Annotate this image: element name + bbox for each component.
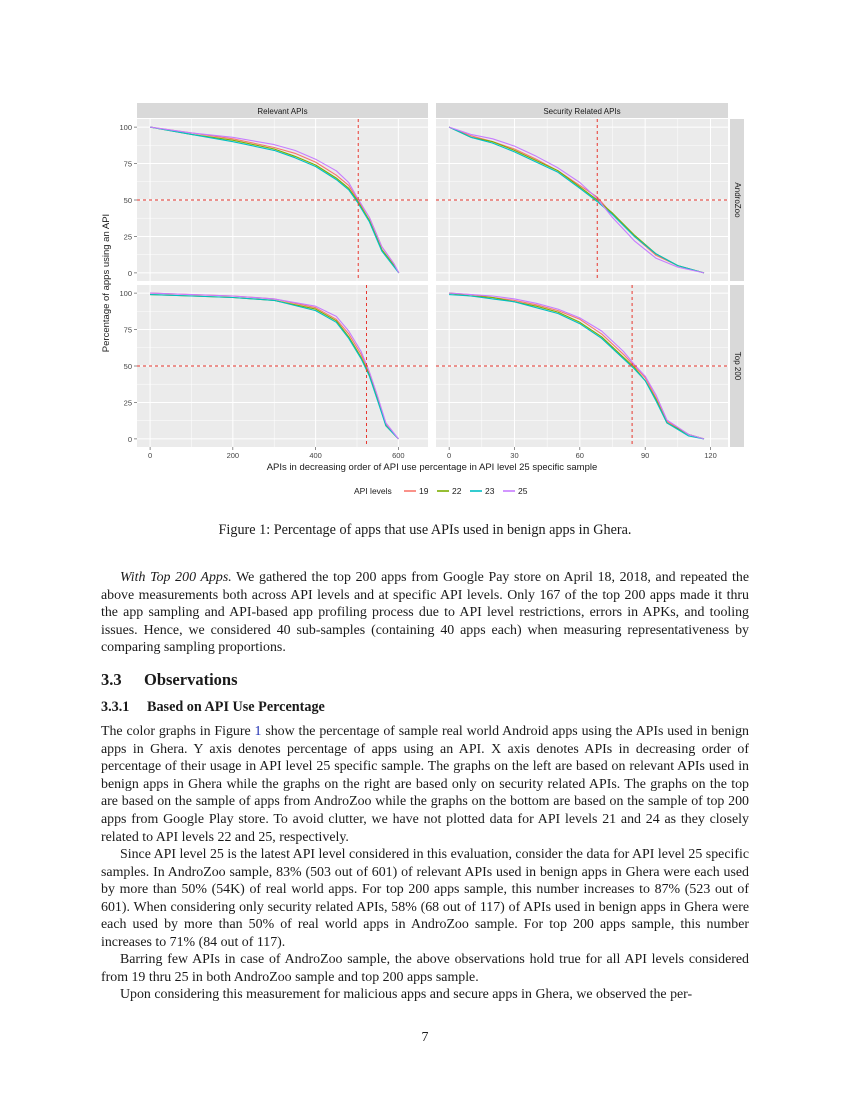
legend-label-19: 19 [419,486,429,496]
y-tick-label: 0 [127,268,132,278]
y-tick-label: 75 [123,159,132,169]
section-heading [101,670,238,690]
subsection-title: Based on API Use Percentage [147,699,325,715]
paragraph-malicious-apps: Upon considering this measurement for malicious apps and secure apps in Ghera, we observed the per- [120,987,693,1002]
x-tick-label: 600 [392,451,405,460]
figure-reference-link[interactable]: 1 [254,724,262,739]
paragraph-barring: Barring few APIs in case of AndroZoo sample, the above observations hold true for all API levels considered from 19 thru 25 in both AndroZoo sample and top 200 apps sample. [101,952,749,985]
figure-1 [0,0,850,505]
figure-caption: Figure 1: Percentage of apps that use APIs used in benign apps in Ghera. [218,522,632,538]
legend-title: API levels [354,486,392,496]
facet-strip-label: Top 200 [732,351,742,381]
x-tick-label: 200 [226,451,240,460]
paragraph-text: The color graphs in Figure [101,724,255,739]
y-axis-title: Percentage of apps using an API [101,213,112,353]
legend-label-23: 23 [485,486,495,496]
facet-strip-label: Relevant APIs [257,107,308,116]
plot-panel [436,119,728,281]
y-tick-label: 100 [119,123,132,133]
plot-panel [436,285,728,447]
paragraph-lead: With Top 200 Apps. [120,570,232,585]
plot-panel [137,119,428,281]
legend-label-22: 22 [452,486,462,496]
subsection-heading [101,699,325,716]
y-tick-label: 100 [119,289,132,299]
x-tick-label: 30 [510,451,519,460]
y-tick-label: 25 [123,398,132,408]
paragraph-api-level-25: Since API level 25 is the latest API level considered in this evaluation, consider the data for API level 25 specific samples. In AndroZoo sample, 83% (503 out of 601) of relevant APIs used in benign apps in Ghera were each used by more than 50% (54K) of real world apps. For top 200 apps sample, this number increases to 87% (523 out of 601). When considering only security related APIs, 58% (68 out of 117) of APIs used in benign apps in Ghera were each used by more than 50% of real world apps in AndroZoo sample. For top 200 apps sample, this number increases to 71% (84 out of 117). [101,847,749,950]
plot-panel [137,285,428,447]
legend [354,486,528,496]
x-tick-label: 0 [148,451,153,460]
paragraph-text: show the percentage of sample real world Android apps using the APIs used in benign apps in Ghera. Y axis denotes percentage of apps using an API. X axis denotes APIs in decreasing order of percentage of their usage in API level 25 specific sample. The graphs on the left are based on relevant APIs used in benign apps in Ghera while the graphs on the right are based only on security related APIs. The graphs on the top are based on the sample of apps from AndroZoo while the graphs on the bottom are based on the sample of top 200 apps from Google Play store. To avoid clutter, we have not plotted data for API levels 21 and 24 as they closely related to API levels 22 and 25, respectively. [101,724,749,845]
y-tick-label: 50 [123,196,132,205]
x-axis-title: APIs in decreasing order of API use percentage in API level 25 specific sample [266,462,598,473]
x-tick-label: 120 [704,451,717,460]
paragraph-top-200-apps [101,569,749,657]
paragraph-body: We gathered the top 200 apps from Google Pay store on April 18, 2018, and repeated the above measurements both across API levels and at specific API levels. Only 167 of the top 200 apps made it thru the app sampling and API-based app profiling process due to API level restrictions, errors in APKs, and tooling issues. Hence, we considered 40 sub-samples (containing 40 apps each) when measuring representativeness by comparing sampling proportions. [101,570,749,656]
facet-strip-label: AndroZoo [732,182,742,218]
y-tick-label: 25 [123,232,132,242]
x-tick-label: 90 [640,451,650,460]
subsection-number: 3.3.1 [101,699,130,715]
y-tick-label: 75 [123,325,132,335]
section-number: 3.3 [101,670,122,689]
legend-label-25: 25 [518,486,528,496]
x-tick-label: 400 [309,451,322,460]
facet-strip-label: Security Related APIs [543,107,621,116]
section-title: Observations [144,670,238,689]
x-tick-label: 60 [575,451,584,460]
page-number: 7 [421,1030,429,1045]
paragraph-api-use [101,723,749,846]
y-tick-label: 0 [127,434,132,444]
y-tick-label: 50 [123,362,132,371]
x-tick-label: 0 [447,451,452,460]
